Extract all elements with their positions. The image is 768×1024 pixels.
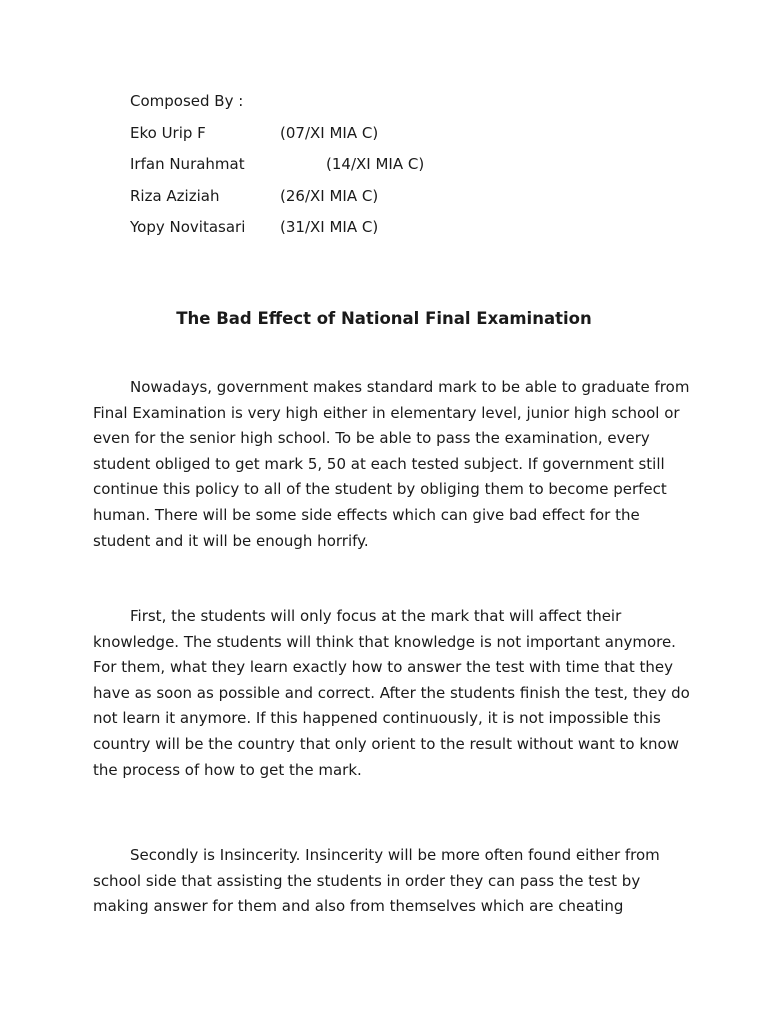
author-class: (14/XI MIA C) xyxy=(326,155,425,174)
author-row xyxy=(130,149,425,181)
author-name: Irfan Nurahmat xyxy=(130,155,245,174)
author-class: (31/XI MIA C) xyxy=(280,218,379,237)
author-name: Riza Aziziah xyxy=(130,186,220,205)
author-class: (07/XI MIA C) xyxy=(280,123,379,142)
body-paragraph-intro: Nowadays, government makes standard mark to be able to graduate from Final Examination is very high either in elementary level, junior high school or even for the senior high school. To be able to pass the examination, every student obliged to get mark 5, 50 at each tested subject. If government still continue this policy to all of the student by obliging them to become perfect human. There will be some side effects which can give bad effect for the student and it will be enough horrify. xyxy=(93,378,690,550)
author-row xyxy=(130,118,379,150)
author-class: (26/XI MIA C) xyxy=(280,186,379,205)
document-title: The Bad Effect of National Final Examination xyxy=(176,309,592,328)
author-row xyxy=(130,181,379,213)
body-paragraph-second-point: Secondly is Insincerity. Insincerity will be more often found either from school side that assisting the students in order they can pass the test by making answer for them and also from themselves which are cheating xyxy=(93,846,660,916)
body-paragraph-first-point: First, the students will only focus at the mark that will affect their knowledge. The students will think that knowledge is not important anymore. For them, what they learn exactly how to answer the test with time that they have as soon as possible and correct. After the students finish the test, they do not learn it anymore. If this happened continuously, it is not impossible this country will be the country that only orient to the result without want to know the process of how to get the mark. xyxy=(93,607,690,779)
author-name: Eko Urip F xyxy=(130,123,206,142)
author-row xyxy=(130,212,379,244)
authors-block xyxy=(130,86,425,244)
author-name: Yopy Novitasari xyxy=(130,218,246,237)
composed-by-label: Composed By : xyxy=(130,92,244,110)
